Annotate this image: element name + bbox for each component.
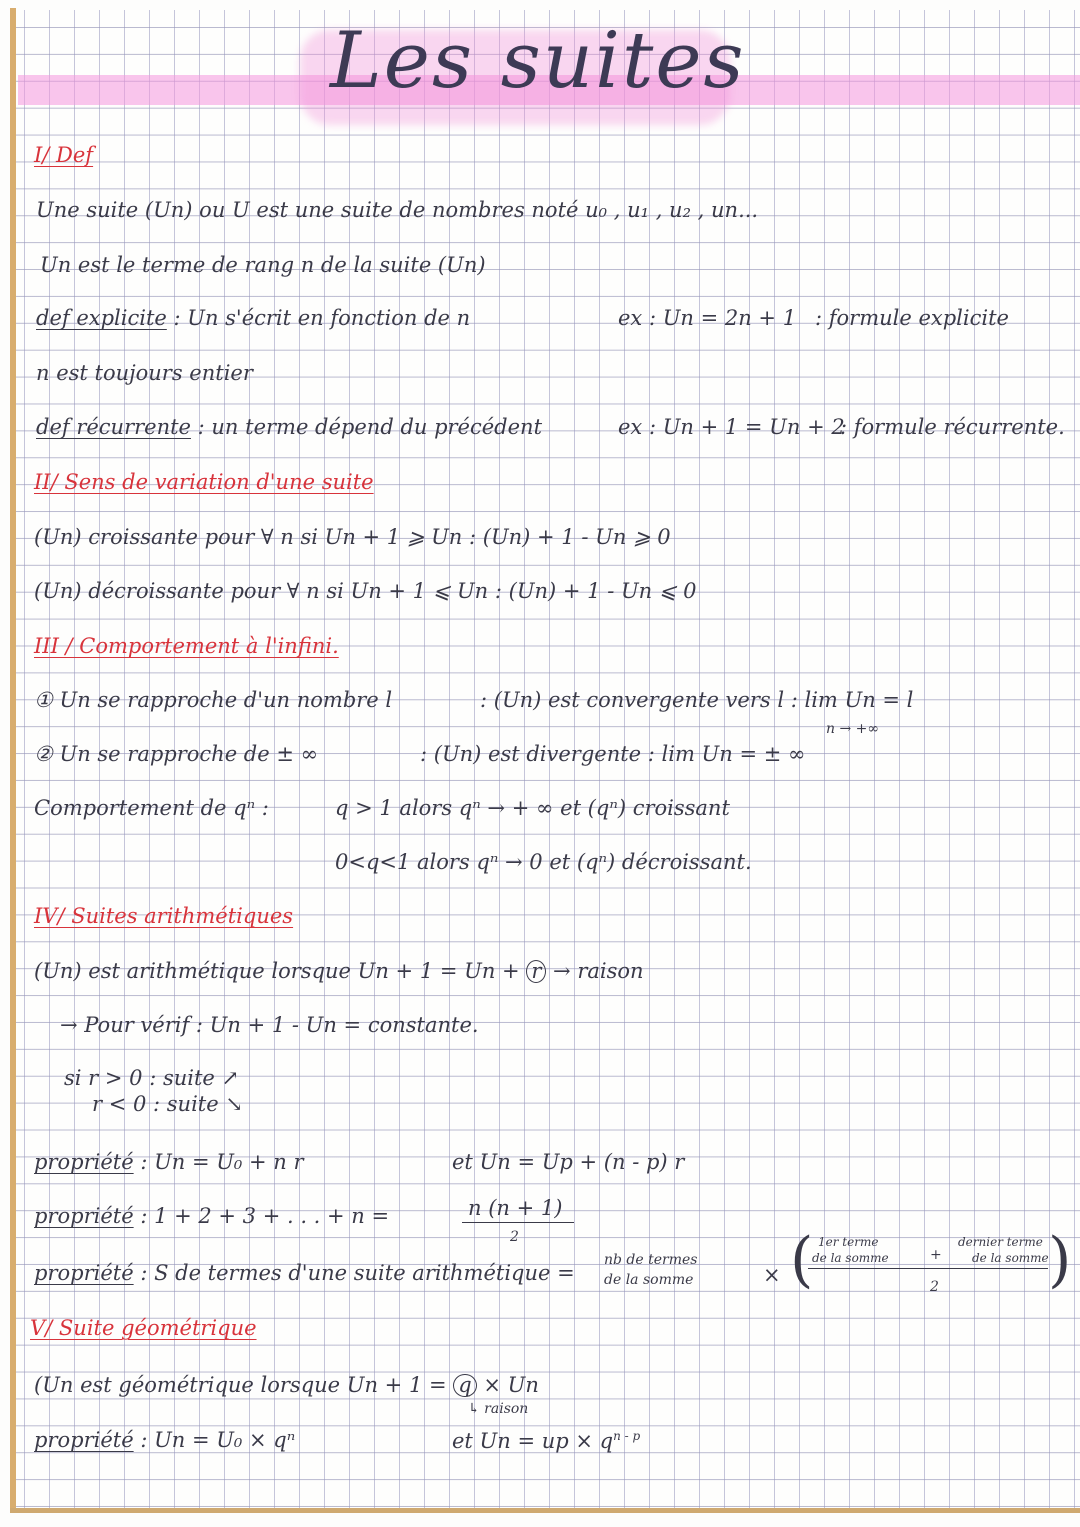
def-recurrente (36, 417, 542, 438)
def-recurrente-example: ex : Un + 1 = Un + 2 (618, 415, 845, 439)
page-title: Les suites (330, 16, 746, 106)
page-left-edge (10, 8, 16, 1512)
def-explicite (36, 308, 470, 329)
property-label: propriété (34, 1261, 134, 1285)
qn-behavior-label: Comportement de qⁿ : (34, 796, 269, 820)
def-line-1: Une suite (Un) ou U est une suite de nombres noté u₀ , u₁ , u₂ , un... (36, 198, 759, 222)
property-label: propriété (34, 1204, 134, 1228)
def-recurrente-label: def récurrente (36, 415, 191, 439)
qn-case-greater-1: q > 1 alors qⁿ → + ∞ et (qⁿ) croissant (335, 796, 730, 820)
sum-fraction-bar (462, 1222, 574, 1223)
geom-property-b-formula: et Un = up × q (452, 1429, 614, 1453)
first-term-line-1: 1er terme (818, 1235, 879, 1249)
def-line-2: Un est le terme de rang n de la suite (Un) (40, 253, 486, 277)
def-line-3: n est toujours entier (36, 361, 253, 385)
mean-fraction-bar (808, 1268, 1048, 1269)
arith-definition-text: (Un) est arithmétique lorsque Un + 1 = Un + (34, 959, 520, 983)
section-heading-variation: II/ Sens de variation d'une suite (34, 470, 374, 494)
geom-property-formula: : Un = U₀ × qⁿ (140, 1428, 296, 1452)
property-2-formula: : 1 + 2 + 3 + . . . + n = (140, 1204, 390, 1228)
variation-decroissante: (Un) décroissante pour ∀ n si Un + 1 ⩽ Un : (Un) + 1 - Un ⩽ 0 (34, 579, 697, 603)
geom-exponent: n - p (613, 1429, 641, 1443)
sum-fraction-numerator: n (n + 1) (468, 1196, 563, 1220)
mean-fraction-denominator: 2 (930, 1279, 939, 1295)
arith-property-2 (34, 1206, 389, 1227)
nb-terms-line-1: nb de termes (604, 1252, 698, 1268)
qn-case-between-0-1: 0<q<1 alors qⁿ → 0 et (qⁿ) décroissant. (335, 850, 752, 874)
def-explicite-text: : Un s'écrit en fonction de n (173, 306, 471, 330)
raison-circle: r (526, 960, 546, 983)
infini-item-1-limit: n → +∞ (826, 721, 880, 737)
arith-sign-positive: si r > 0 : suite ↗ (64, 1066, 240, 1090)
def-explicite-label: def explicite (36, 306, 167, 330)
property-3-formula: : S de termes d'une suite arithmétique = (140, 1261, 575, 1285)
section-heading-arithmetique: IV/ Suites arithmétiques (34, 904, 294, 928)
arith-property-3 (34, 1263, 575, 1284)
geom-definition-tail: × Un (483, 1373, 539, 1397)
plus-sign: + (930, 1247, 942, 1263)
arith-property-1b: et Un = Up + (n - p) r (452, 1150, 685, 1174)
geom-property (34, 1430, 295, 1451)
geom-property-b (452, 1430, 640, 1452)
geom-raison-label: ↳ raison (468, 1401, 529, 1417)
times-sign: × (763, 1263, 781, 1287)
def-recurrente-text: : un terme dépend du précédent (197, 415, 543, 439)
arith-definition (34, 960, 644, 983)
geom-definition (34, 1374, 539, 1397)
property-label: propriété (34, 1150, 134, 1174)
close-paren: ) (1048, 1225, 1072, 1295)
first-term-line-2: de la somme (812, 1251, 889, 1265)
arith-property-1 (34, 1152, 304, 1173)
section-heading-def: I/ Def (34, 143, 94, 167)
variation-croissante: (Un) croissante pour ∀ n si Un + 1 ⩾ Un : (Un) + 1 - Un ⩾ 0 (34, 525, 671, 549)
sum-fraction-denominator: 2 (510, 1229, 519, 1245)
def-explicite-example: ex : Un = 2n + 1 (618, 306, 797, 330)
raison-circle: q (453, 1374, 476, 1397)
open-paren: ( (790, 1225, 814, 1295)
infini-item-2-result: : (Un) est divergente : lim Un = ± ∞ (420, 742, 806, 766)
property-1-formula: : Un = U₀ + n r (140, 1150, 304, 1174)
section-heading-infini: III / Comportement à l'infini. (34, 634, 339, 658)
infini-item-1: ① Un se rapproche d'un nombre l (34, 688, 393, 712)
property-label: propriété (34, 1428, 134, 1452)
last-term-line-2: de la somme (972, 1251, 1049, 1265)
def-recurrente-note: : formule récurrente. (840, 415, 1065, 439)
last-term-line-1: dernier terme (958, 1235, 1043, 1249)
geom-definition-text: (Un est géométrique lorsque Un + 1 = (34, 1373, 447, 1397)
page-bottom-edge (10, 1508, 1080, 1513)
def-explicite-note: : formule explicite (815, 306, 1009, 330)
arith-verif: → Pour vérif : Un + 1 - Un = constante. (60, 1013, 479, 1037)
infini-item-1-result: : (Un) est convergente vers l : lim Un = l (480, 688, 914, 712)
section-heading-geometrique: V/ Suite géométrique (30, 1316, 257, 1340)
arith-sign-negative: r < 0 : suite ↘ (92, 1092, 243, 1116)
infini-item-2: ② Un se rapproche de ± ∞ (34, 742, 319, 766)
nb-terms-line-2: de la somme (604, 1272, 694, 1288)
raison-label: → raison (553, 959, 644, 983)
